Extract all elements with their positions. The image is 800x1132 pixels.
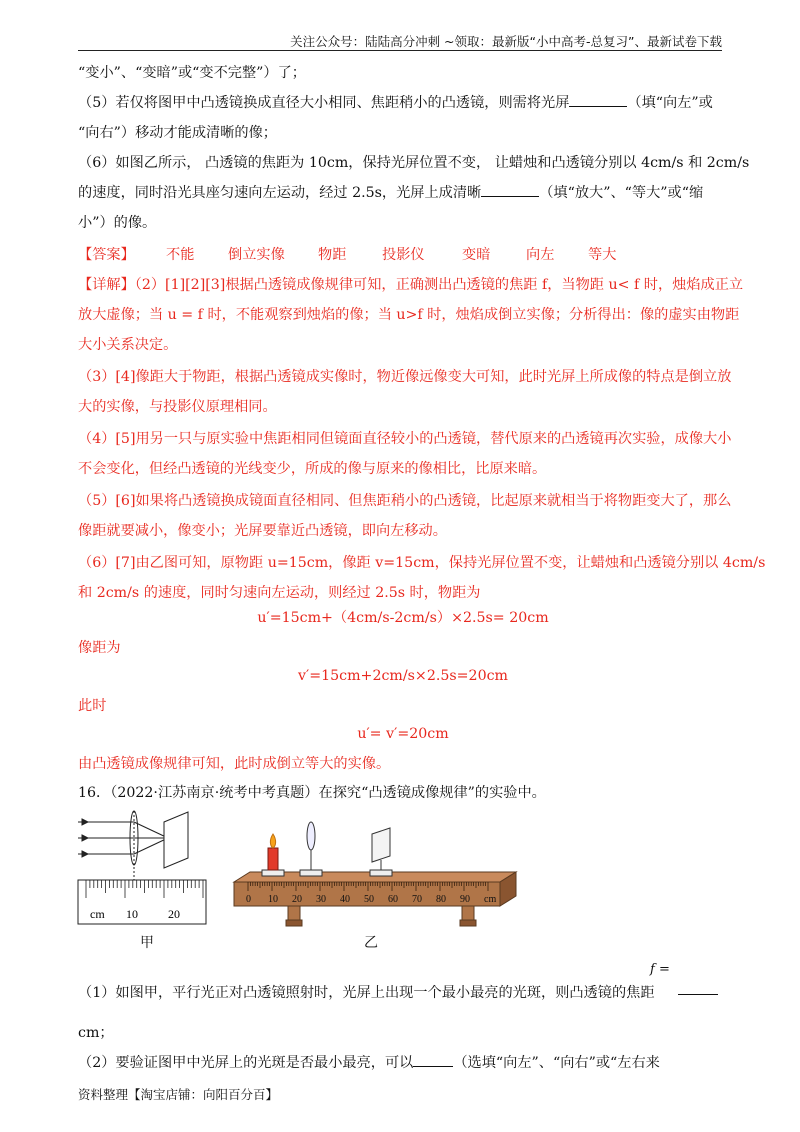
tick-label: 40 [340,894,350,905]
answer-item: 不能 [166,247,195,263]
figure-caption: 乙 [364,935,378,951]
tick-label: 70 [412,894,422,905]
text-line: （5）若仅将图甲中凸透镜换成直径大小相同、焦距稍小的凸透镜，则需将光屏 （填“向左”或 [78,88,728,118]
detail-line: （6）[7]由乙图可知，原物距 u=15cm，像距 v=15cm，保持光屏位置不变，让蜡烛和凸透镜分别以 4cm/s [78,555,766,571]
detail-line: 和 2cm/s 的速度，同时匀速向左运动，则经过 2.5s 时，物距为 [78,585,481,601]
detail-line: 此时 [78,698,107,714]
question-title: 16．（2022·江苏南京·统考中考真题）在探究“凸透镜成像规律”的实验中。 [78,785,546,801]
page-header: 关注公众号：陆陆高分冲刺 ~领取：最新版“小中高考-总复习”、最新试卷下载 [78,32,722,51]
tick-label: 30 [316,894,326,905]
answer-item: 等大 [588,247,617,263]
detail-line: 像距为 [78,640,121,656]
answer-blank [481,182,539,197]
question-line: （2）要验证图甲中光屏上的光斑是否最小最亮，可以 （选填“向左”、“向右”或“左右来 [78,1048,728,1078]
detail-line: 不会变化，但经凸透镜的光线变少，所成的像与原来的像相比，比原来暗。 [78,461,547,477]
text-line: 小”）的像。 [78,215,157,231]
equation: u′=15cm+（4cm/s-2cm/s）×2.5s= 20cm [257,610,549,626]
detail-line: 像距就要减小，像变小；光屏要靠近凸透镜，即向左移动。 [78,523,447,539]
detail-line: （3）[4]像距大于物距，根据凸透镜成实像时，物近像远像变大可知，此时光屏上所成像的特点是倒立放 [78,369,732,385]
text-line: “变小”、“变暗”或“变不完整”）了； [78,65,306,81]
flame-icon [270,834,275,848]
ray-arrow [82,819,88,825]
figure-jia [76,808,216,926]
figure-caption: 甲 [140,935,154,951]
screen-on-bench [370,828,392,876]
answer-label: 【答案】 [78,247,135,263]
tick-label: 50 [364,894,374,905]
answer-item: 物距 [318,247,347,263]
answer-item: 倒立实像 [228,247,285,263]
question-line: （1）如图甲，平行光正对凸透镜照射时，光屏上出现一个最小最亮的光斑，则凸透镜的焦距 [78,985,655,1001]
detail-line: （4）[5]用另一只与原实验中焦距相同但镜面直径较小的凸透镜，替代原来的凸透镜再次实验，成像大小 [78,431,732,447]
answer-blank [678,980,718,995]
tick-label: 20 [168,907,180,921]
detail-line: 由凸透镜成像规律可知，此时成倒立等大的实像。 [78,756,391,772]
answer-item: 投影仪 [382,247,425,263]
ray-arrow [82,835,88,841]
detail-line: 【详解】（2）[1][2][3]根据凸透镜成像规律可知，正确测出凸透镜的焦距 f，当物距 u< f 时，烛焰成正立 [78,277,744,293]
tick-label: 10 [126,907,138,921]
text-line: 的速度，同时沿光具座匀速向左运动，经过 2.5s，光屏上成清晰 （填“放大”、“等大”或“缩 [78,178,728,208]
light-screen [164,812,188,868]
tick-label: 10 [268,894,278,905]
detail-line: 大小关系决定。 [78,337,178,353]
tick-label: 60 [388,894,398,905]
lens-on-bench [300,822,322,876]
tick-label: 20 [292,894,302,905]
answer-item: 变暗 [462,247,491,263]
text-line: （6）如图乙所示， 凸透镜的焦距为 10cm，保持光屏位置不变， 让蜡烛和凸透镜分别以 4cm/s 和 2cm/s [78,155,750,171]
focal-symbol: f = [650,962,670,977]
answer-item: 向左 [526,247,555,263]
ray-arrow [82,851,88,857]
detail-line: （5）[6]如果将凸透镜换成镜面直径相同、但焦距稍小的凸透镜，比起原来就相当于将物距变大了，那么 [78,493,732,509]
question-line: cm； [78,1025,114,1041]
detail-line: 大的实像，与投影仪原理相同。 [78,399,277,415]
detail-line: 放大虚像；当 u = f 时，不能观察到烛焰的像；当 u>f 时，烛焰成倒立实像；分析得出：像的虚实由物距 [78,307,740,323]
answer-line [78,240,728,270]
candle [262,834,284,876]
equation: u′= v′=20cm [357,726,449,742]
page-footer: 资料整理【淘宝店铺：向阳百分百】 [78,1087,279,1102]
answer-blank [569,92,627,107]
answer-blank [413,1052,453,1067]
figure-yi [232,820,520,932]
equation: v′=15cm+2cm/s×2.5s=20cm [297,668,509,684]
text-line: “向右”）移动才能成清晰的像； [78,125,277,141]
tick-label: 0 [246,894,251,905]
tick-label: 90 [460,894,470,905]
tick-label: cm [90,907,105,921]
tick-label: 80 [436,894,446,905]
tick-label: cm [484,894,497,905]
